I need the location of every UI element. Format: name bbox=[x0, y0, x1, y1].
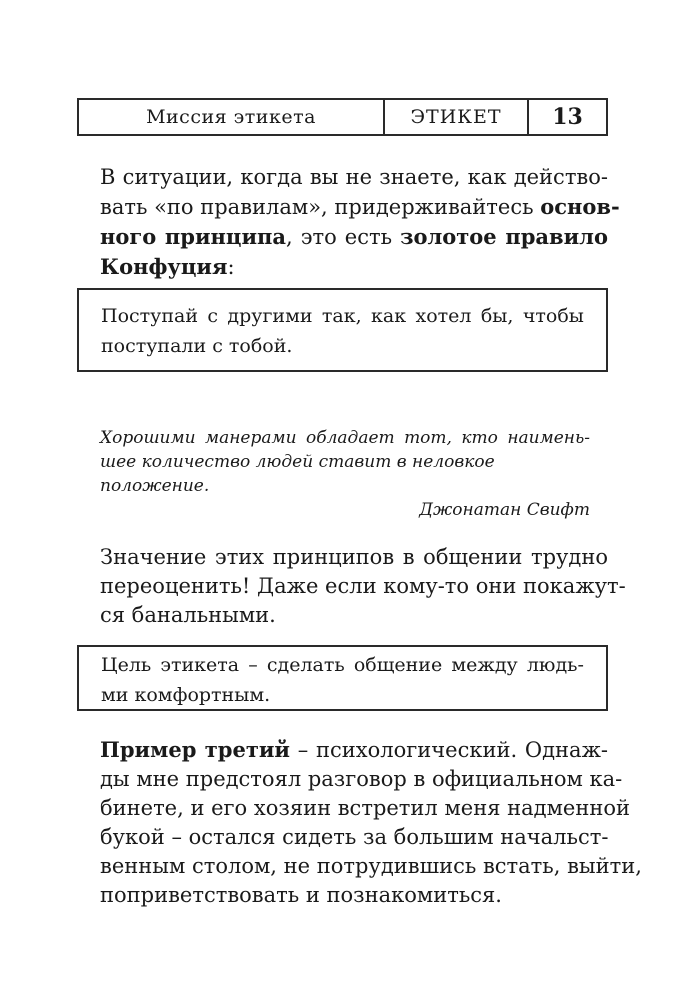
text-line: Значение этих принципов в общении трудно bbox=[100, 545, 608, 569]
text-line: поприветствовать и познакомиться. bbox=[100, 883, 502, 907]
bold-term: ного принципа bbox=[100, 224, 286, 249]
text-line: поступали с тобой. bbox=[101, 335, 293, 357]
paragraph-example-three bbox=[100, 735, 642, 910]
quote-line: Хорошими манерами обладает тот, кто наимень- bbox=[100, 428, 590, 448]
paragraph-principles bbox=[100, 543, 626, 630]
bold-term: основ- bbox=[540, 194, 620, 219]
bold-term: Пример третий bbox=[100, 737, 291, 762]
section-title: Миссия этикета bbox=[79, 100, 385, 134]
quote-author: Джонатан Свифт bbox=[419, 500, 590, 520]
page-number: 13 bbox=[552, 104, 583, 130]
text-line: Поступай с другими так, как хотел бы, чтобы bbox=[101, 305, 584, 327]
quote-line: шее количество людей ставит в неловкое положение. bbox=[100, 452, 495, 496]
text-line: переоценить! Даже если кому-то они покажут- bbox=[100, 574, 626, 598]
running-header bbox=[77, 98, 608, 136]
text-line: Пример третий – психологический. Однаж- bbox=[100, 737, 608, 762]
text-line: ды мне предстоял разговор в официальном ка- bbox=[100, 767, 623, 791]
text-line: В ситуации, когда вы не знаете, как действо- bbox=[100, 165, 608, 189]
bold-term: золотое правило bbox=[400, 224, 608, 249]
paragraph-golden-rule bbox=[100, 163, 620, 282]
text-line: бинете, и его хозяин встретил меня надменной bbox=[100, 796, 630, 820]
goal-callout-box bbox=[77, 645, 608, 711]
text-line: ми комфортным. bbox=[101, 684, 271, 706]
bold-term: Конфуция bbox=[100, 254, 228, 279]
text-line: ся банальными. bbox=[100, 603, 276, 627]
epigraph-quote bbox=[100, 426, 590, 522]
text-line: вать «по правилам», придерживайтесь основ- bbox=[100, 194, 620, 219]
book-title: ЭТИКЕТ bbox=[385, 100, 529, 134]
text-line: Конфуция: bbox=[100, 254, 235, 279]
text-line: ного принципа, это есть золотое правило bbox=[100, 224, 608, 249]
rule-callout-box bbox=[77, 288, 608, 372]
text-line: венным столом, не потрудившись встать, выйти, bbox=[100, 854, 642, 878]
text-line: букой – остался сидеть за большим начальст- bbox=[100, 825, 609, 849]
text-line: Цель этикета – сделать общение между людь- bbox=[101, 654, 584, 676]
